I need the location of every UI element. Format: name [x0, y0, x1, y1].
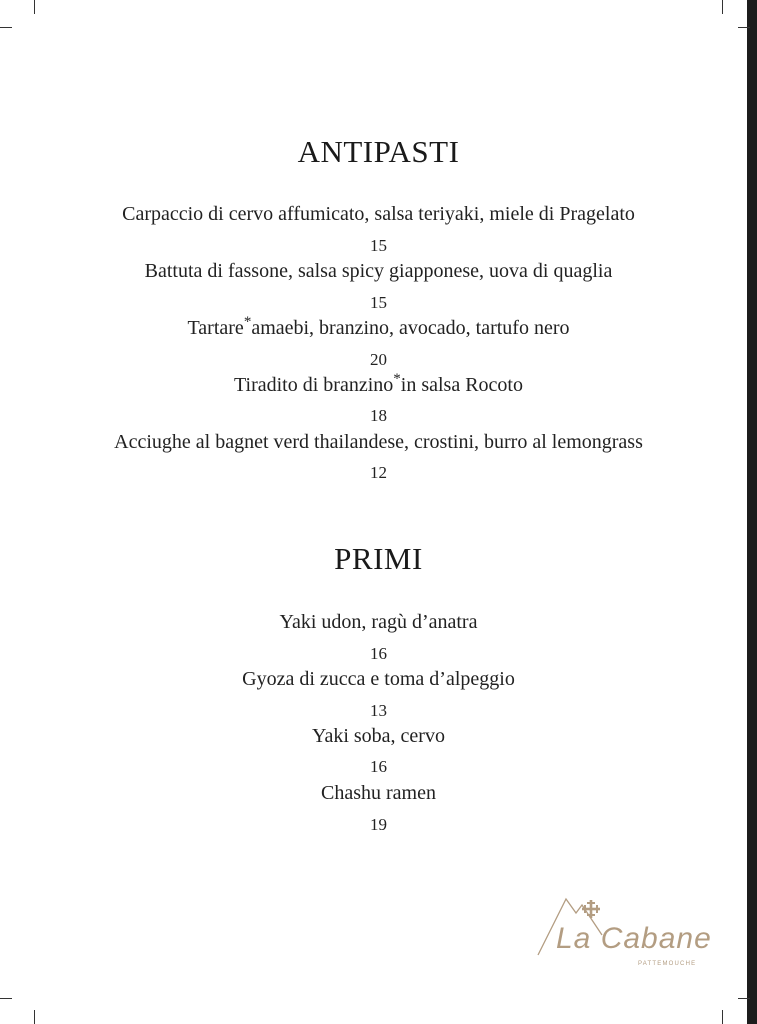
- price-battuta: 15: [370, 293, 387, 312]
- dish-tiradito-desc: in salsa Rocoto: [400, 374, 523, 396]
- price-carpaccio: 15: [370, 236, 387, 255]
- asterisk-mark: *: [393, 371, 401, 387]
- asterisk-mark: *: [243, 314, 252, 330]
- section-title-primi: PRIMI: [334, 541, 423, 576]
- section-title-antipasti: ANTIPASTI: [297, 134, 460, 169]
- crop-mark-left-top: [0, 27, 12, 28]
- price-tartare: 20: [370, 350, 387, 369]
- price-tiradito: 18: [370, 406, 387, 425]
- crop-mark-right-top: [738, 27, 750, 28]
- crop-mark-bottom-left: [34, 1010, 35, 1024]
- brand-name: La Cabane: [556, 922, 712, 955]
- dish-tiradito-name: Tiradito di branzino: [234, 374, 394, 396]
- price-chashu-ramen: 19: [370, 815, 387, 834]
- dish-tartare: [0, 314, 757, 340]
- dish-chashu-ramen: Chashu ramen: [321, 782, 436, 804]
- dish-tartare-desc: amaebi, branzino, avocado, tartufo nero: [251, 317, 570, 339]
- crop-mark-bottom-right: [722, 1010, 723, 1024]
- price-gyoza: 13: [370, 701, 387, 720]
- dish-carpaccio: Carpaccio di cervo affumicato, salsa teriyaki, miele di Pragelato: [122, 203, 635, 225]
- crop-mark-right-bottom: [738, 998, 750, 999]
- crop-mark-left-bottom: [0, 998, 12, 999]
- dish-battuta: Battuta di fassone, salsa spicy giapponese, uova di quaglia: [144, 260, 613, 282]
- crop-mark-top-right: [722, 0, 723, 14]
- crop-mark-top-left: [34, 0, 35, 14]
- brand-subtitle: PATTEMOUCHE: [638, 961, 697, 967]
- dish-tartare-name: Tartare: [187, 317, 244, 339]
- dish-yaki-udon: Yaki udon, ragù d’anatra: [279, 611, 478, 633]
- price-yaki-udon: 16: [370, 644, 387, 663]
- dish-tiradito: [0, 371, 757, 397]
- price-acciughe: 12: [370, 463, 387, 482]
- price-yaki-soba: 16: [370, 757, 387, 776]
- dish-acciughe: Acciughe al bagnet verd thailandese, crostini, burro al lemongrass: [114, 431, 643, 453]
- dish-yaki-soba: Yaki soba, cervo: [312, 725, 445, 747]
- dish-gyoza: Gyoza di zucca e toma d’alpeggio: [242, 668, 515, 690]
